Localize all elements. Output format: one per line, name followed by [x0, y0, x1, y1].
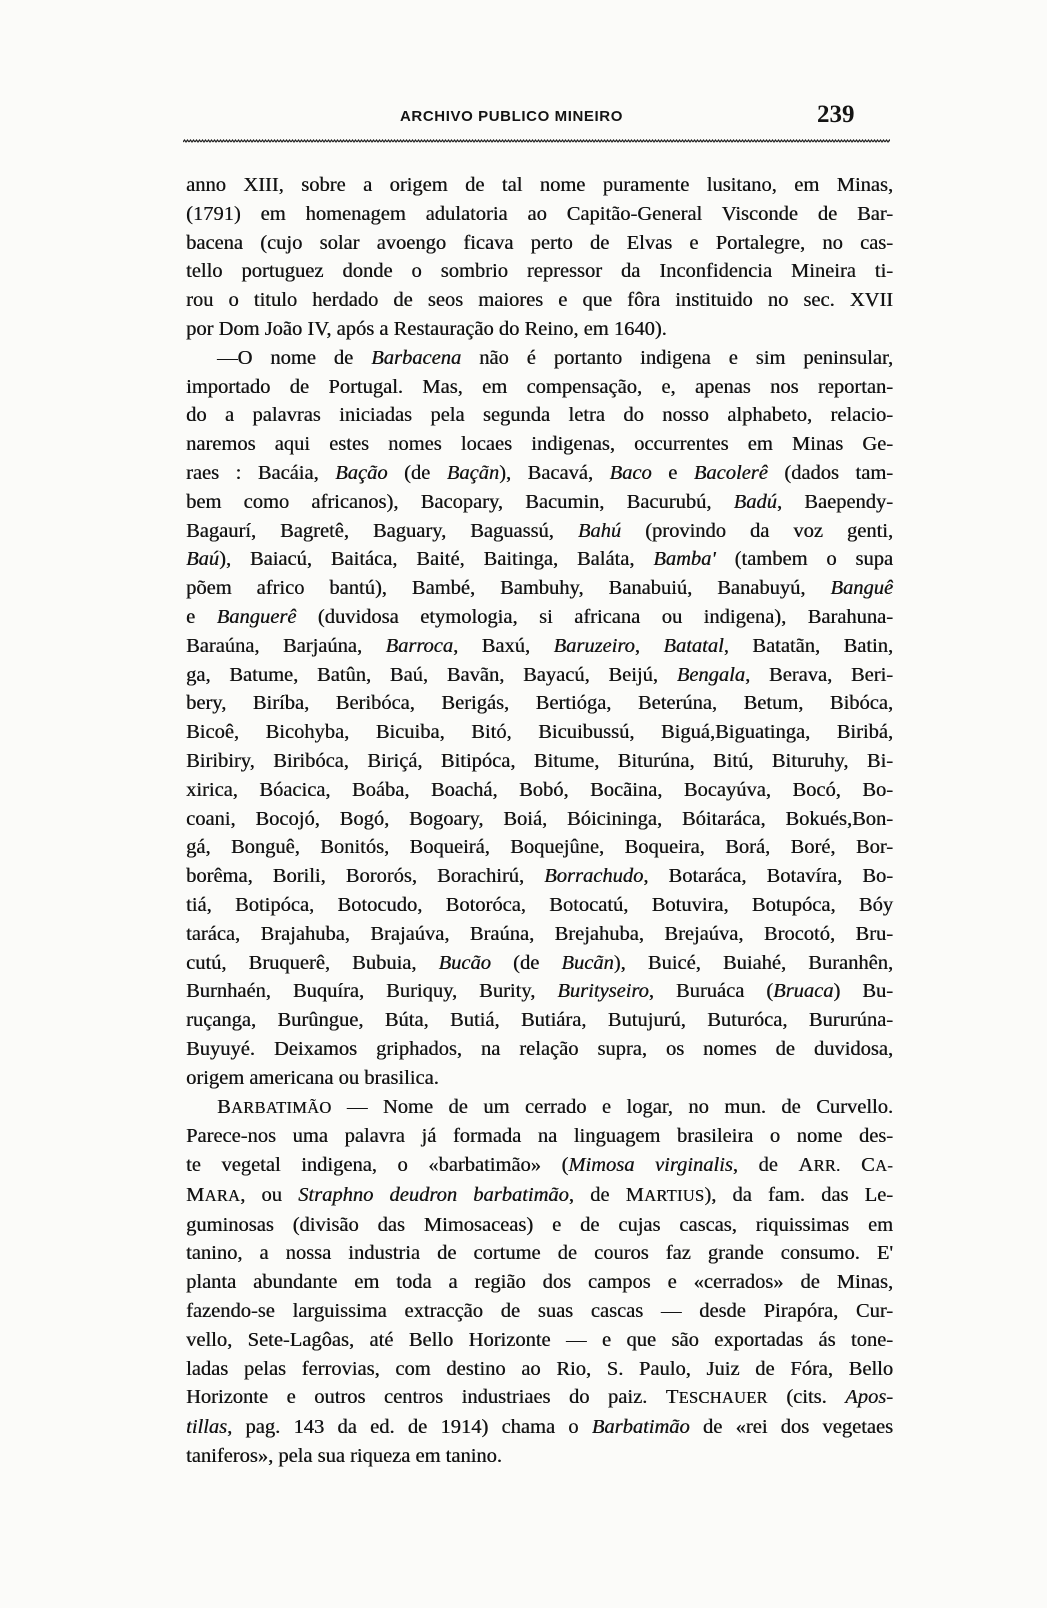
text-run: — Nome de um cerrado e logar, no mun. de Curvello. — [331, 1095, 893, 1118]
text-line — [186, 257, 893, 286]
text-run: e — [651, 461, 694, 484]
text-run: , Buruáca ( — [648, 980, 774, 1003]
text-run: ), Bacavá, — [499, 461, 610, 484]
italic-run: Barbacena — [371, 346, 462, 369]
text-run: , Berava, Beri- — [745, 663, 893, 686]
text-line — [186, 689, 893, 718]
text-run: , Botaráca, Botavíra, Bo- — [643, 865, 893, 888]
italic-run: Bacolerê — [693, 461, 768, 484]
italic-run: Bucãn — [561, 951, 614, 974]
text-run: (dados tam- — [767, 461, 893, 484]
text-line — [186, 747, 893, 776]
small-caps-run: ARR. — [798, 1154, 841, 1177]
text-run: Buyuyé. Deixamos griphados, na relação supra, os nomes de duvidosa, — [186, 1037, 893, 1060]
text-line — [186, 1326, 893, 1355]
text-run: põem africo bantú), Bambé, Bambuhy, Banabuiú, Banabuyú, — [186, 577, 831, 600]
italic-run: Bahú — [577, 519, 622, 542]
paragraph-barbacena — [186, 344, 893, 1093]
text-line — [186, 920, 893, 949]
text-run: , de — [568, 1183, 626, 1206]
text-line — [186, 459, 893, 488]
italic-run: Badú — [733, 490, 777, 513]
text-run: Biribiry, Biribóca, Biriçá, Bitipóca, Bitume, Biturúna, Bitú, Bituruhy, Bi- — [186, 749, 893, 772]
text-line — [186, 1211, 893, 1240]
italic-run: tillas — [186, 1416, 228, 1439]
text-line — [186, 1093, 893, 1123]
italic-run: Bengala — [676, 663, 746, 686]
text-line — [186, 661, 893, 690]
text-line — [186, 171, 893, 200]
italic-run: Bação — [335, 461, 388, 484]
text-run: ) Bu- — [833, 980, 894, 1003]
text-line — [186, 344, 893, 373]
italic-run: Baruzeiro — [553, 634, 635, 657]
text-run: taniferos», pela sua riqueza em tanino. — [186, 1445, 502, 1468]
italic-run: Banguê — [830, 577, 893, 600]
italic-run: Straphno deudron barbatimão — [298, 1183, 569, 1206]
text-line — [186, 891, 893, 920]
text-run: , ou — [240, 1183, 299, 1206]
italic-run: Baco — [609, 461, 652, 484]
text-run: rou o titulo herdado de seos maiores e que fôra instituido no sec. XVII — [186, 289, 893, 312]
text-run: , Batatãn, Batin, — [723, 634, 894, 657]
text-run: xirica, Bóacica, Boába, Boachá, Bobó, Bocãina, Bocayúva, Bocó, Bo- — [186, 778, 893, 801]
text-run: Bagaurí, Bagretê, Baguary, Baguassú, — [186, 519, 578, 542]
text-run: ga, Batume, Batûn, Baú, Bavãn, Bayacú, Beijú, — [186, 663, 677, 686]
text-line — [186, 1413, 893, 1442]
text-run: ruçanga, Burûngue, Búta, Butiá, Butiára, Butujurú, Buturóca, Bururúna- — [186, 1009, 893, 1032]
text-run: tiá, Botipóca, Botocudo, Botoróca, Botocatú, Botuvira, Botupóca, Bóy — [186, 893, 893, 916]
text-run: Horizonte e outros centros industriaes do paiz. — [186, 1386, 666, 1409]
text-line — [186, 1297, 893, 1326]
text-run: Baraúna, Barjaúna, — [186, 634, 386, 657]
text-run: cutú, Bruquerê, Bubuia, — [186, 951, 439, 974]
text-line — [186, 1268, 893, 1297]
text-run: raes : Bacáia, — [186, 461, 336, 484]
text-line — [186, 545, 893, 574]
text-line — [186, 977, 893, 1006]
text-run: tanino, a nossa industria de cortume de couros faz grande consumo. E' — [186, 1242, 893, 1265]
text-run: (cits. — [767, 1386, 846, 1409]
text-run: anno XIII, sobre a origem de tal nome puramente lusitano, em Minas, — [186, 174, 893, 196]
small-caps-run: TESCHAUER — [665, 1386, 768, 1409]
text-run — [840, 1154, 861, 1176]
text-run: taráca, Brajahuba, Brajaúva, Braúna, Brejahuba, Brejaúva, Brocotó, Bru- — [186, 922, 893, 945]
body-text — [186, 171, 893, 1471]
text-line — [186, 1239, 893, 1268]
text-run: Burnhaén, Buquíra, Buriquy, Burity, — [186, 980, 558, 1003]
text-run: fazendo-se larguissima extracção de suas cascas — desde Pirapóra, Cur- — [186, 1300, 893, 1323]
text-run: de «rei dos vegetaes — [689, 1416, 893, 1439]
text-run: bem como africanos), Bacopary, Bacumin, Bacurubú, — [186, 490, 734, 513]
wavy-rule — [183, 137, 890, 145]
text-run: e — [186, 605, 217, 628]
italic-run: Borrachudo — [544, 865, 644, 888]
text-run: guminosas (divisão das Mimosaceas) e de cujas cascas, riquissimas em — [186, 1213, 893, 1236]
text-run: , pag. 143 da ed. de 1914) chama o — [227, 1416, 592, 1439]
text-line — [186, 1355, 893, 1384]
text-run: bery, Biríba, Beribóca, Berigás, Bertióga, Beterúna, Betum, Bibóca, — [186, 692, 893, 715]
text-line — [186, 833, 893, 862]
text-line — [186, 776, 893, 805]
text-run: origem americana ou brasilica. — [186, 1066, 439, 1089]
text-line — [186, 1006, 893, 1035]
text-run: ), Buicé, Buiahé, Buranhên, — [613, 951, 893, 974]
italic-run: Apos- — [845, 1386, 893, 1409]
paragraph-barbatimao-entry — [186, 1093, 893, 1471]
text-run: borêma, Borili, Bororós, Borachirú, — [186, 865, 545, 888]
text-run: naremos aqui estes nomes locaes indigenas, occurrentes em Minas Ge- — [186, 433, 893, 456]
small-caps-run: BARBATIMÃO — [217, 1095, 332, 1118]
small-caps-run: CA- — [861, 1154, 894, 1177]
text-run: (tambem o supa — [715, 548, 893, 571]
text-run: (de — [387, 461, 447, 484]
text-run: vello, Sete-Lagôas, até Bello Horizonte — e que são exportadas ás tone- — [186, 1328, 893, 1351]
text-line — [186, 200, 893, 229]
text-line — [186, 718, 893, 747]
italic-run: Barbatimão — [591, 1416, 690, 1439]
paragraph-continuation — [186, 171, 893, 344]
running-head-title: ARCHIVO PUBLICO MINEIRO — [400, 108, 623, 125]
text-line — [186, 1181, 893, 1211]
text-line — [186, 1035, 893, 1064]
text-line — [186, 315, 893, 344]
text-run: Parece-nos uma palavra já formada na linguagem brasileira o nome des- — [186, 1125, 893, 1148]
text-line — [186, 286, 893, 315]
text-run: (de — [490, 951, 562, 974]
italic-run: Baú — [186, 548, 220, 571]
text-run: (provindo da voz genti, — [621, 519, 893, 542]
text-line — [186, 805, 893, 834]
text-run: ladas pelas ferrovias, com destino ao Rio, S. Paulo, Juiz de Fóra, Bello — [186, 1357, 893, 1380]
text-run: bacena (cujo solar avoengo ficava perto de Elvas e Portalegre, no cas- — [186, 231, 893, 254]
text-line — [186, 632, 893, 661]
text-line — [186, 430, 893, 459]
text-run: —O nome de — [217, 346, 372, 369]
text-run: , de — [732, 1154, 799, 1177]
text-run: , Baependy- — [776, 490, 894, 513]
small-caps-run: MARTIUS — [625, 1183, 705, 1206]
text-line — [186, 862, 893, 891]
italic-run: Bruaca — [773, 980, 834, 1003]
text-run: Bicoê, Bicohyba, Bicuiba, Bitó, Bicuibussú, Biguá,Biguatinga, Biribá, — [186, 721, 893, 744]
text-line — [186, 517, 893, 546]
text-run: te vegetal indigena, o «barbatimão» ( — [186, 1154, 569, 1177]
text-line — [186, 373, 893, 402]
text-run: por Dom João IV, após a Restauração do Reino, em 1640). — [186, 317, 667, 340]
text-line — [186, 1442, 893, 1471]
text-run: (1791) em homenagem adulatoria ao Capitão-General Visconde de Bar- — [186, 202, 893, 225]
text-run: , — [634, 634, 664, 657]
text-run: gá, Bonguê, Bonitós, Boqueirá, Boquejûne, Boqueira, Borá, Boré, Bor- — [186, 836, 893, 859]
text-run: importado de Portugal. Mas, em compensação, e, apenas nos reportan- — [186, 375, 893, 398]
text-run: do a palavras iniciadas pela segunda letra do nosso alphabeto, relacio- — [186, 404, 893, 427]
text-line — [186, 574, 893, 603]
text-line — [186, 1151, 893, 1181]
italic-run: Burityseiro — [557, 980, 649, 1003]
italic-run: Batatal — [663, 634, 724, 657]
text-line — [186, 1064, 893, 1093]
text-run: tello portuguez donde o sombrio repressor da Inconfidencia Mineira ti- — [186, 260, 893, 283]
text-run: , Baxú, — [453, 634, 554, 657]
text-line — [186, 229, 893, 258]
italic-run: Barroca — [385, 634, 454, 657]
text-run: (duvidosa etymologia, si africana ou indigena), Barahuna- — [296, 605, 893, 628]
text-run: planta abundante em toda a região dos campos e «cerrados» de Minas, — [186, 1271, 893, 1294]
text-line — [186, 488, 893, 517]
text-run: coani, Bocojó, Bogó, Bogoary, Boiá, Bóicininga, Bóitaráca, Bokués,Bon- — [186, 807, 893, 830]
text-run: não é portanto indigena e sim peninsular, — [461, 346, 893, 369]
italic-run: Banguerê — [216, 605, 297, 628]
italic-run: Baçãn — [446, 461, 500, 484]
text-line — [186, 401, 893, 430]
text-line — [186, 1122, 893, 1151]
text-line — [186, 1383, 893, 1413]
italic-run: Bamba' — [653, 548, 716, 571]
italic-run: Mimosa virginalis — [568, 1154, 733, 1177]
italic-run: Bucão — [438, 951, 491, 974]
small-caps-run: MARA — [186, 1183, 241, 1206]
page-number: 239 — [817, 101, 855, 128]
text-line — [186, 949, 893, 978]
text-line — [186, 603, 893, 632]
text-run: ), Baiacú, Baitáca, Baité, Baitinga, Baláta, — [219, 548, 654, 571]
text-run: ), da fam. das Le- — [704, 1183, 893, 1206]
